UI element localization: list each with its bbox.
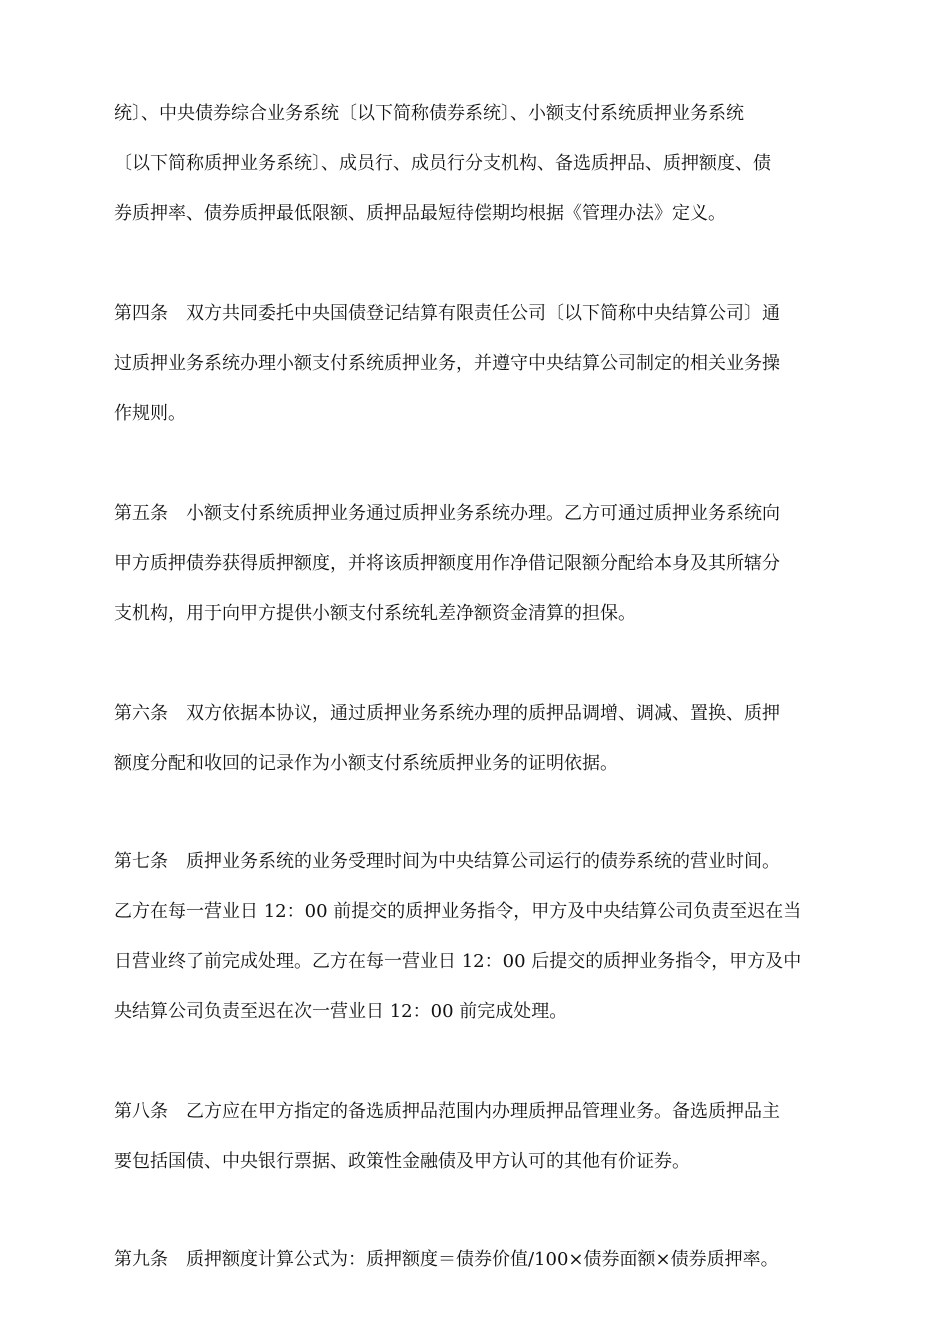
article-7-line: 日营业终了前完成处理。乙方在每一营业日 12：00 后提交的质押业务指令，甲方及中 xyxy=(114,951,802,972)
article-7-line: 第七条 质押业务系统的业务受理时间为中央结算公司运行的债券系统的营业时间。 xyxy=(114,851,780,872)
article-8-line: 第八条 乙方应在甲方指定的备选质押品范围内办理质押品管理业务。备选质押品主 xyxy=(114,1101,780,1122)
article-4-line: 第四条 双方共同委托中央国债登记结算有限责任公司〔以下简称中央结算公司〕通 xyxy=(114,303,780,324)
article-7-line: 央结算公司负责至迟在次一营业日 12：00 前完成处理。 xyxy=(114,1001,568,1022)
text-line: 券质押率、债券质押最低限额、质押品最短待偿期均根据《管理办法》定义。 xyxy=(114,203,726,224)
article-5-line: 第五条 小额支付系统质押业务通过质押业务系统办理。乙方可通过质押业务系统向 xyxy=(114,503,780,524)
article-9-line: 第九条 质押额度计算公式为：质押额度＝债券价值/100×债券面额×债券质押率。 xyxy=(114,1249,779,1270)
article-4-line: 作规则。 xyxy=(114,403,186,424)
article-4-line: 过质押业务系统办理小额支付系统质押业务，并遵守中央结算公司制定的相关业务操 xyxy=(114,353,780,374)
text-line: 统〕、中央债券综合业务系统〔以下简称债券系统〕、小额支付系统质押业务系统 xyxy=(114,103,744,124)
article-7-line: 乙方在每一营业日 12：00 前提交的质押业务指令，甲方及中央结算公司负责至迟在当 xyxy=(114,901,802,922)
article-6-line: 第六条 双方依据本协议，通过质押业务系统办理的质押品调增、调减、置换、质押 xyxy=(114,703,780,724)
article-8-line: 要包括国债、中央银行票据、政策性金融债及甲方认可的其他有价证券。 xyxy=(114,1151,690,1172)
article-5-line: 支机构，用于向甲方提供小额支付系统轧差净额资金清算的担保。 xyxy=(114,603,636,624)
article-5-line: 甲方质押债券获得质押额度，并将该质押额度用作净借记限额分配给本身及其所辖分 xyxy=(114,553,780,574)
article-6-line: 额度分配和收回的记录作为小额支付系统质押业务的证明依据。 xyxy=(114,753,618,774)
text-line: 〔以下简称质押业务系统〕、成员行、成员行分支机构、备选质押品、质押额度、债 xyxy=(114,153,771,174)
